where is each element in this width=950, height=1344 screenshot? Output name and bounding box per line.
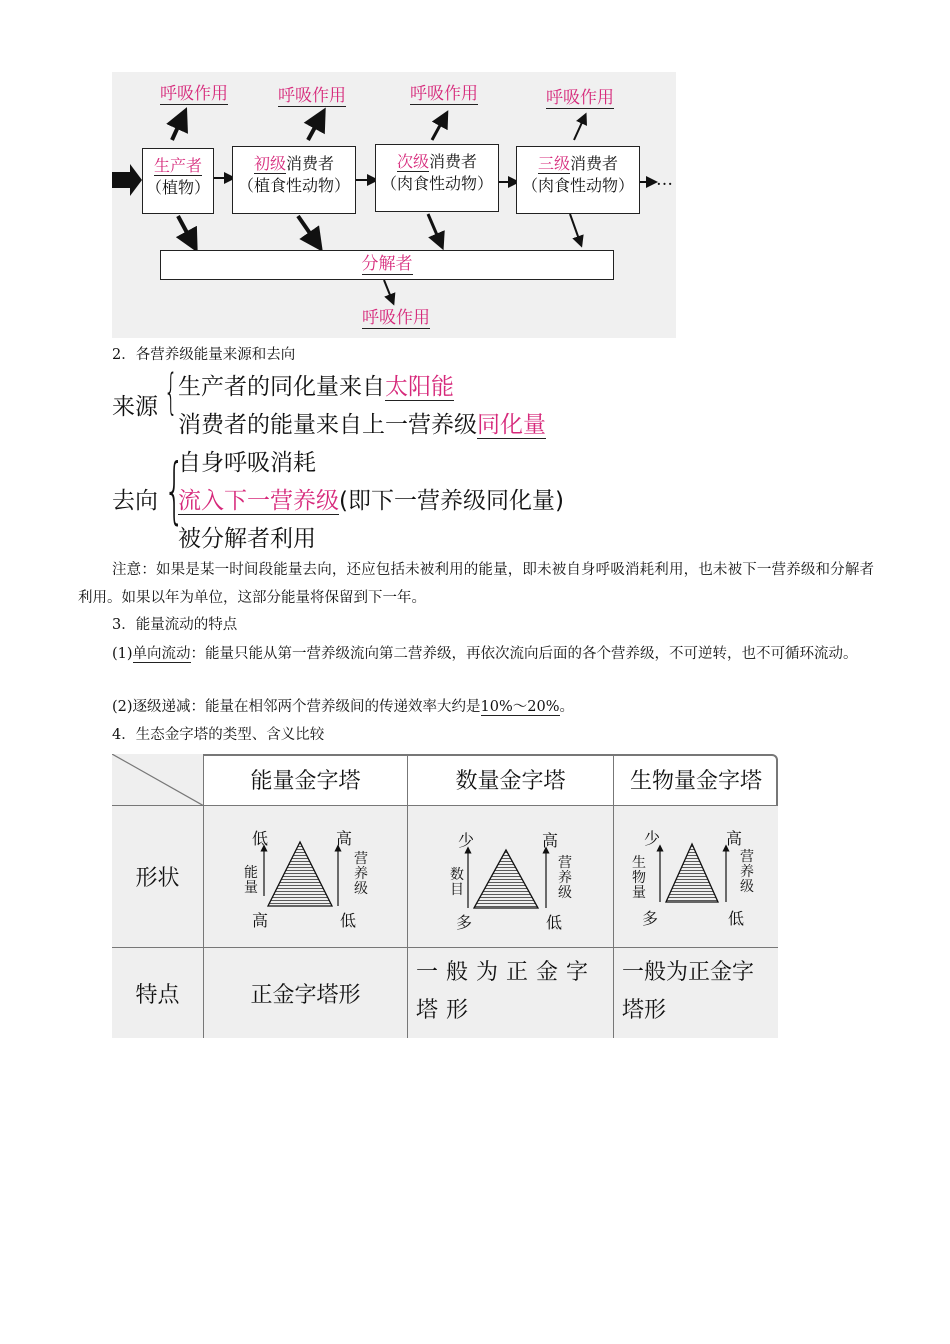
- node-primary-consumer: 初级消费者 （植食性动物）: [232, 146, 356, 214]
- pyr2-left-axis: 数目: [450, 867, 464, 898]
- header-biomass: 生物量金字塔: [614, 754, 778, 806]
- note-paragraph: 注意：如果是某一时间段能量去向，还应包括未被利用的能量，即未被自身呼吸消耗利用，也未被下一营养级和分解者利用。如果以年为单位，这部分能量将保留到下一年。: [78, 562, 874, 606]
- pyr2-bottom-left: 多: [456, 913, 473, 932]
- pyr2-top-left: 少: [458, 831, 475, 850]
- node-secondary-consumer: 次级消费者 （肉食性动物）: [375, 144, 499, 212]
- dest-brace: {: [164, 448, 185, 532]
- feature-energy: 正金字塔形: [204, 948, 408, 1038]
- section2-title: 2．各营养级能量来源和去向: [112, 347, 296, 363]
- header-energy: 能量金字塔: [204, 754, 408, 806]
- dest-label: 去向: [112, 488, 158, 514]
- row-feature-label: 特点: [112, 948, 204, 1038]
- pyr1-right-axis: 营养级: [354, 851, 368, 897]
- pyr3-right-axis: 营养级: [740, 849, 754, 895]
- row-shape-label: 形状: [112, 806, 204, 948]
- respiration-label: 呼吸作用: [410, 84, 478, 104]
- decomposer-box: [160, 250, 614, 280]
- dest-line-2: 流入下一营养级(即下一营养级同化量): [178, 488, 564, 514]
- dest-line-3: 被分解者利用: [178, 526, 316, 552]
- feature-1: (1)单向流动：能量只能从第一营养级流向第二营养级，再依次流向后面的各个营养级，不可逆转，也不可循环流动。: [112, 646, 858, 662]
- node-producer: 生产者 （植物）: [142, 148, 214, 214]
- pyr3-top-right: 高: [726, 829, 743, 848]
- pyramid-biomass: [666, 844, 718, 902]
- source-line-1: 生产者的同化量来自太阳能: [178, 374, 454, 400]
- section3-title: 3．能量流动的特点: [112, 617, 238, 633]
- pyr3-left-axis: 生物量: [632, 855, 646, 901]
- pyr1-bottom-right: 低: [340, 911, 357, 930]
- pyr2-bottom-right: 低: [546, 913, 563, 932]
- pyramid-energy: [268, 842, 332, 906]
- pyr2-top-right: 高: [542, 831, 559, 850]
- header-corner: [112, 754, 204, 806]
- feature-2: (2)逐级递减：能量在相邻两个营养级间的传递效率大约是10%～20%。: [112, 699, 575, 715]
- decomposer-label: 分解者: [361, 254, 413, 274]
- source-line-2: 消费者的能量来自上一营养级同化量: [178, 412, 546, 438]
- pyr3-bottom-right: 低: [728, 909, 745, 928]
- flow-ellipsis: …: [656, 170, 673, 190]
- pyr3-top-left: 少: [644, 829, 661, 848]
- pyr2-right-axis: 营养级: [558, 855, 572, 901]
- pyr3-bottom-left: 多: [642, 909, 659, 928]
- source-label: 来源: [112, 394, 158, 420]
- feature-biomass: 一般为正金字塔形: [614, 948, 778, 1038]
- respiration-label: 呼吸作用: [546, 88, 614, 108]
- pyr1-bottom-left: 高: [252, 911, 269, 930]
- header-number: 数量金字塔: [408, 754, 614, 806]
- respiration-label-bottom: 呼吸作用: [362, 308, 430, 328]
- dest-line-1: 自身呼吸消耗: [178, 450, 316, 476]
- feature-number: 一般为正金字塔形: [408, 948, 614, 1038]
- section4-title: 4．生态金字塔的类型、含义比较: [112, 727, 325, 743]
- pyr1-top-left: 低: [252, 829, 269, 848]
- input-arrow: [112, 164, 142, 196]
- respiration-label: 呼吸作用: [160, 84, 228, 104]
- source-brace: {: [164, 364, 178, 420]
- respiration-label: 呼吸作用: [278, 86, 346, 106]
- pyr1-left-axis: 能量: [244, 865, 258, 896]
- node-tertiary-consumer: 三级消费者 （肉食性动物）: [516, 146, 640, 214]
- pyr1-top-right: 高: [336, 829, 353, 848]
- pyramid-number: [474, 850, 538, 908]
